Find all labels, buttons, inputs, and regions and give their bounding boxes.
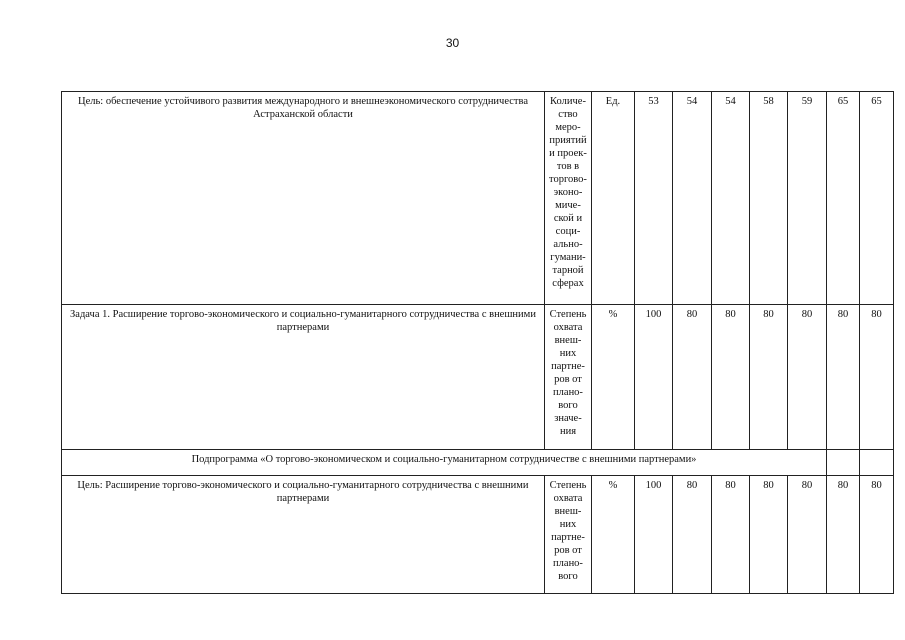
value-cell: 80 [860, 476, 894, 594]
value-cell: 80 [673, 476, 712, 594]
unit-cell: Ед. [592, 92, 635, 305]
table-row [62, 476, 894, 594]
empty-cell [827, 450, 860, 476]
row-description: Задача 1. Расширение торгово-экономического и социально-гуманитарного сотрудничества с внешними партнерами [62, 305, 545, 450]
value-cell: 80 [788, 305, 827, 450]
value-cell: 80 [788, 476, 827, 594]
value-cell: 80 [860, 305, 894, 450]
unit-cell: % [592, 476, 635, 594]
row-description: Цель: обеспечение устойчивого развития международного и внешнеэкономического сотрудничества Астраханской области [62, 92, 545, 305]
value-cell: 58 [750, 92, 788, 305]
value-cell: 80 [712, 305, 750, 450]
value-cell: 59 [788, 92, 827, 305]
indicator-name: Количе- ство меро- приятий и проек- тов в торгово- эконо- миче- ской и соци- ально- гумани- тарной сферах [545, 92, 592, 305]
page-number: 30 [445, 36, 460, 50]
value-cell: 54 [712, 92, 750, 305]
empty-cell [860, 450, 894, 476]
value-cell: 80 [750, 305, 788, 450]
value-cell: 54 [673, 92, 712, 305]
value-cell: 100 [635, 476, 673, 594]
row-description: Цель: Расширение торгово-экономического и социально-гуманитарного сотрудничества с внешними партнерами [62, 476, 545, 594]
value-cell: 100 [635, 305, 673, 450]
value-cell: 53 [635, 92, 673, 305]
table-row [62, 92, 894, 305]
indicator-name: Степень охвата внеш- них партне- ров от плано- вого значе- ния [545, 305, 592, 450]
value-cell: 80 [750, 476, 788, 594]
subprogram-row [62, 450, 894, 476]
value-cell: 80 [673, 305, 712, 450]
unit-cell: % [592, 305, 635, 450]
value-cell: 80 [827, 305, 860, 450]
value-cell: 65 [860, 92, 894, 305]
table-row [62, 305, 894, 450]
indicators-table [61, 91, 894, 594]
subprogram-title: Подпрограмма «О торгово-экономическом и социально-гуманитарном сотрудничестве с внешними партнерами» [62, 450, 827, 476]
indicator-name: Степень охвата внеш- них партне- ров от плано- вого [545, 476, 592, 594]
value-cell: 80 [712, 476, 750, 594]
value-cell: 65 [827, 92, 860, 305]
value-cell: 80 [827, 476, 860, 594]
